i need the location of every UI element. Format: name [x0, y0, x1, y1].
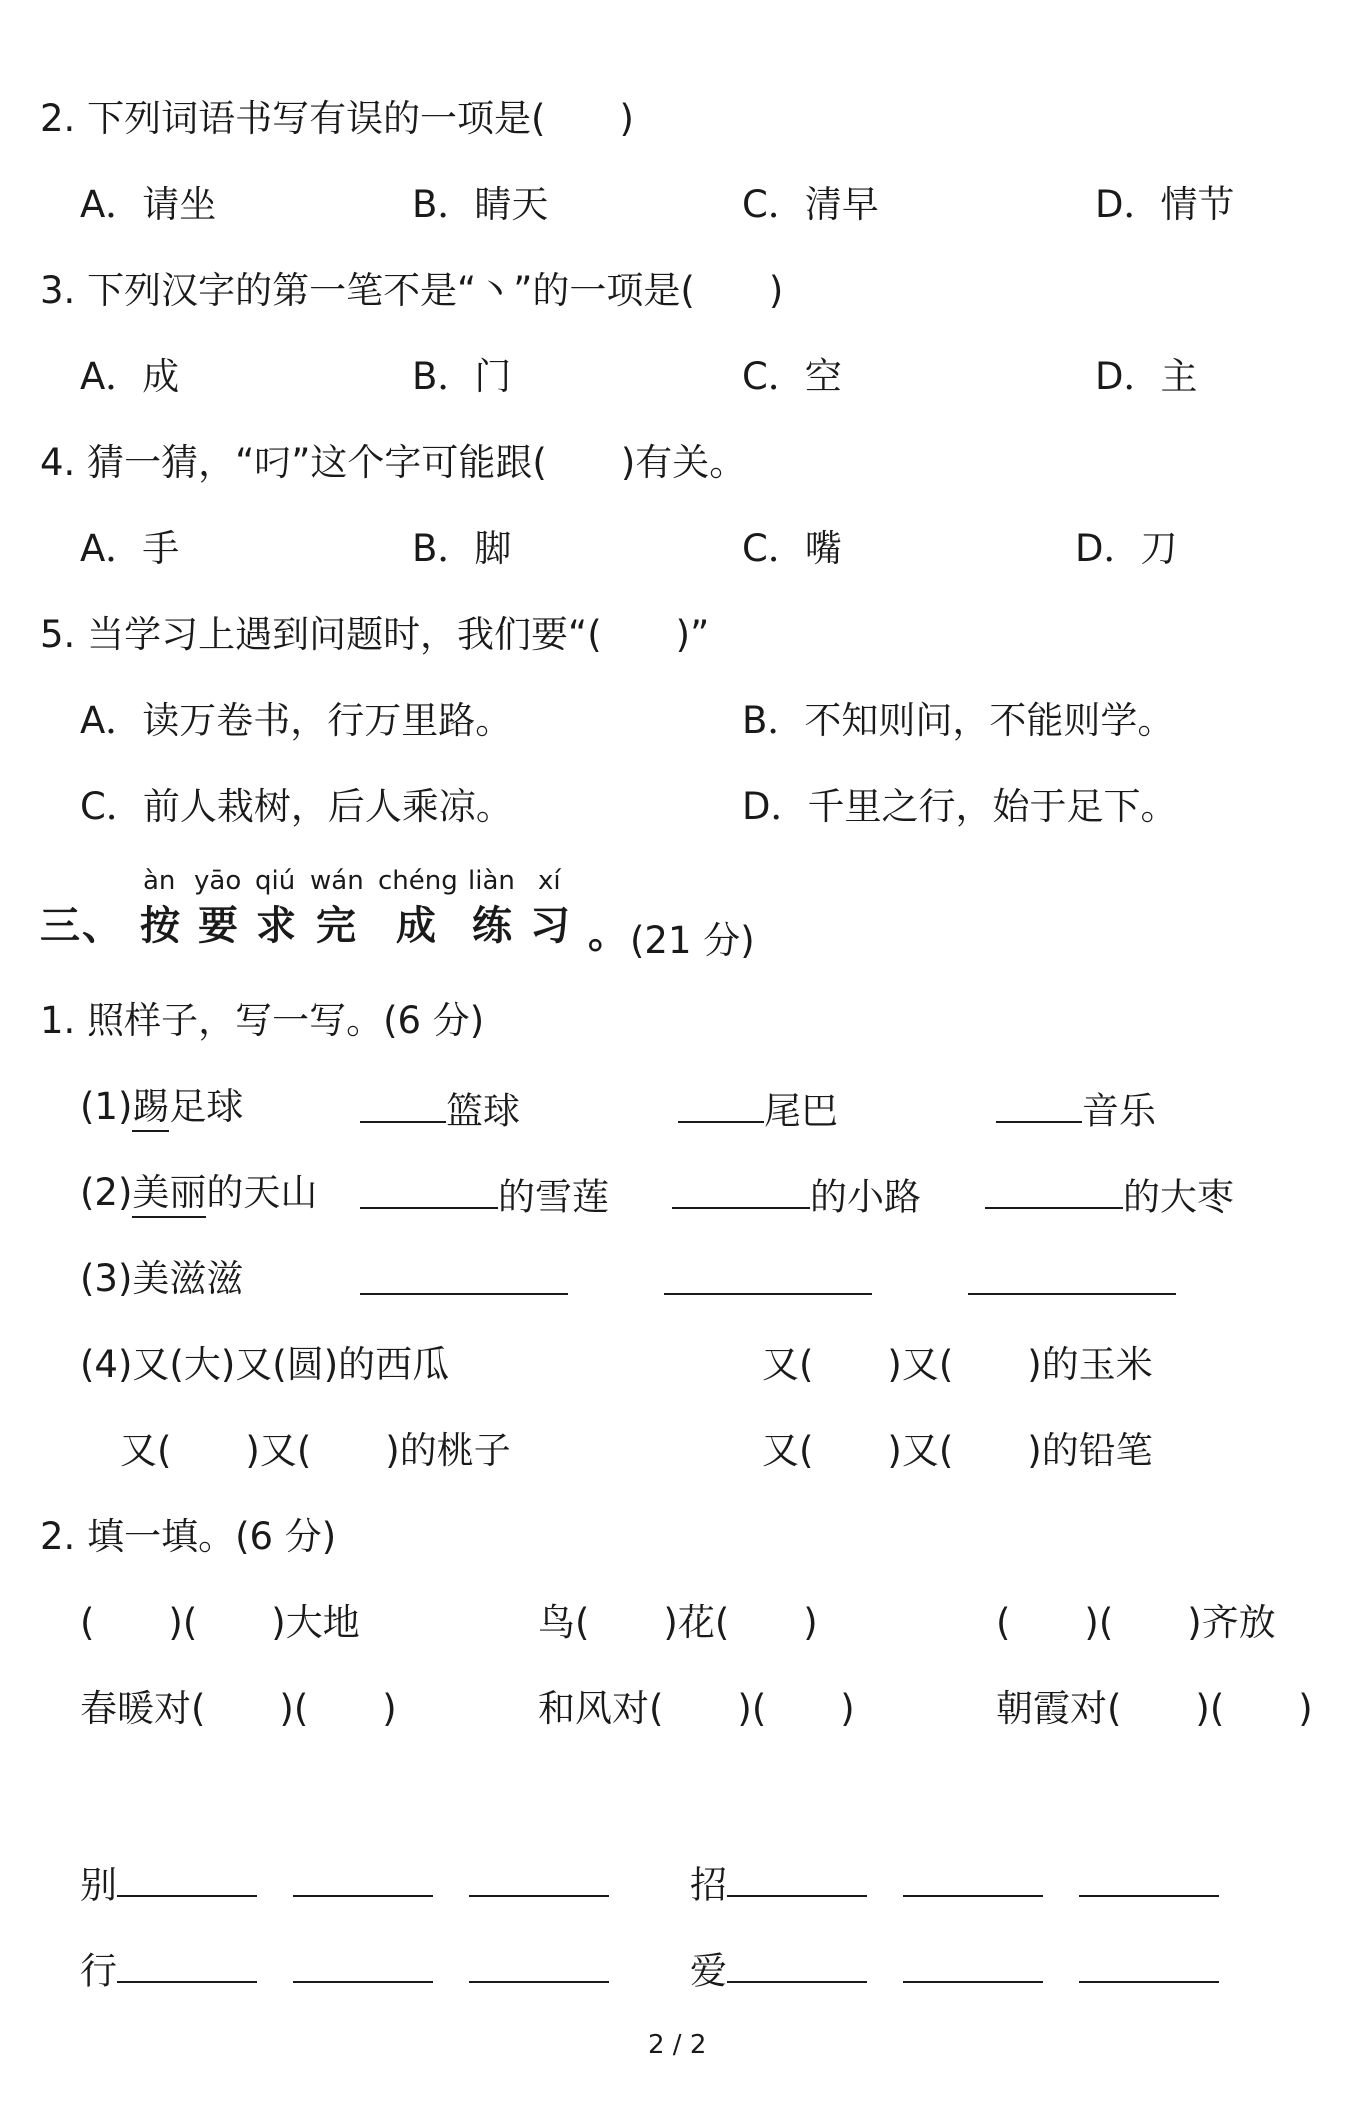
section-3-period: 。 — [588, 911, 630, 957]
s3q1-row1-underlined: 踢 — [132, 1085, 169, 1132]
s3q2-row2-item1: 春暖对( )( ) — [80, 1687, 397, 1730]
section-3-char-an: 按 — [140, 903, 182, 949]
answer-blank[interactable] — [117, 1862, 257, 1897]
s3q1-row2-item2-text: 的小路 — [810, 1175, 921, 1219]
s3q1-row1-item1 — [360, 1088, 520, 1133]
q5-option-c: C．前人栽树，后人乘凉。 — [80, 785, 513, 828]
q2-stem: 2. 下列词语书写有误的一项是( ) — [40, 97, 634, 140]
s3q1-row2-item1-text: 的雪莲 — [498, 1175, 609, 1219]
q3-option-d: D．主 — [1095, 355, 1198, 398]
q3-option-a: A．成 — [80, 355, 180, 398]
q4-option-c: C．嘴 — [742, 527, 842, 570]
s3q3-char-bie: 别 — [80, 1863, 117, 1907]
q2-option-d: D．情节 — [1095, 183, 1235, 226]
pinyin-an: àn — [143, 866, 176, 896]
section-3-score: (21 分) — [630, 919, 755, 962]
s3q2-row1-item1: ( )( )大地 — [80, 1601, 360, 1644]
s3q3-char-xing: 行 — [80, 1949, 117, 1993]
s3q3-char-zhao: 招 — [690, 1863, 727, 1907]
q5-option-b: B．不知则问，不能则学。 — [742, 699, 1175, 742]
s3q1-row1-item1-text: 篮球 — [446, 1089, 520, 1133]
section-3-char-yao: 要 — [198, 903, 240, 949]
s3q1-row2-item1 — [360, 1174, 609, 1219]
s3q1-row4-item1: 又( )又( )的玉米 — [762, 1343, 1153, 1386]
s3q1-stem: 1. 照样子，写一写。(6 分) — [40, 999, 485, 1042]
q4-stem: 4. 猜一猜，“叼”这个字可能跟( )有关。 — [40, 441, 747, 484]
s3q1-row2-label: (2) — [80, 1171, 133, 1214]
s3q1-row3-example: (3)美滋滋 — [80, 1257, 244, 1300]
s3q2-row1-item3: ( )( )齐放 — [996, 1601, 1276, 1644]
section-3-char-xi: 习 — [530, 903, 572, 949]
s3q2-stem: 2. 填一填。(6 分) — [40, 1515, 337, 1558]
q2-option-c: C．清早 — [742, 183, 879, 226]
answer-blank[interactable] — [117, 1948, 257, 1983]
section-3-char-lian: 练 — [472, 903, 514, 949]
s3q1-row1-example — [80, 1085, 244, 1128]
pinyin-cheng: chéng — [378, 866, 458, 896]
page-number: 2 / 2 — [648, 2030, 707, 2060]
s3q1-row1-rest: 足球 — [169, 1085, 244, 1128]
answer-blank[interactable] — [1079, 1862, 1219, 1897]
answer-blank[interactable] — [360, 1088, 446, 1123]
answer-blank[interactable] — [293, 1948, 433, 1983]
s3q1-row1-item3-text: 音乐 — [1082, 1089, 1156, 1133]
s3q1-row4-example: (4)又(大)又(圆)的西瓜 — [80, 1343, 450, 1386]
answer-blank[interactable] — [360, 1260, 568, 1295]
answer-blank[interactable] — [293, 1862, 433, 1897]
s3q3-row1-right — [690, 1862, 1219, 1907]
s3q1-row3-blank2[interactable] — [664, 1260, 872, 1301]
s3q1-row2-example — [80, 1171, 318, 1214]
s3q2-row1-item2: 鸟( )花( ) — [538, 1601, 818, 1644]
answer-blank[interactable] — [968, 1260, 1176, 1295]
answer-blank[interactable] — [985, 1174, 1123, 1209]
s3q1-row1-item2-text: 尾巴 — [764, 1089, 838, 1133]
answer-blank[interactable] — [1079, 1948, 1219, 1983]
q5-option-d: D．千里之行，始于足下。 — [742, 785, 1178, 828]
s3q3-row1-left — [80, 1862, 609, 1907]
q3-option-b: B．门 — [412, 355, 512, 398]
q3-option-c: C．空 — [742, 355, 842, 398]
answer-blank[interactable] — [996, 1088, 1082, 1123]
s3q3-row2-right — [690, 1948, 1219, 1993]
q5-option-a: A．读万卷书，行万里路。 — [80, 699, 513, 742]
q2-option-a: A．请坐 — [80, 183, 217, 226]
q4-option-a: A．手 — [80, 527, 180, 570]
answer-blank[interactable] — [903, 1862, 1043, 1897]
s3q1-row1-item2 — [678, 1088, 838, 1133]
pinyin-qiu: qiú — [255, 866, 296, 896]
s3q3-char-ai: 爱 — [690, 1949, 727, 1993]
pinyin-xi: xí — [538, 866, 561, 896]
s3q1-row2-underlined: 美丽 — [132, 1171, 206, 1218]
s3q1-row2-item2 — [672, 1174, 921, 1219]
s3q1-row1-item3 — [996, 1088, 1156, 1133]
section-3-char-cheng: 成 — [396, 903, 438, 949]
pinyin-lian: liàn — [468, 866, 515, 896]
s3q1-row3-blank1[interactable] — [360, 1260, 568, 1301]
answer-blank[interactable] — [469, 1948, 609, 1983]
answer-blank[interactable] — [469, 1862, 609, 1897]
q4-option-d: D．刀 — [1075, 527, 1178, 570]
section-3-char-wan: 完 — [316, 903, 358, 949]
s3q1-row2-rest: 的天山 — [206, 1171, 318, 1214]
s3q2-row2-item2: 和风对( )( ) — [538, 1687, 855, 1730]
answer-blank[interactable] — [664, 1260, 872, 1295]
s3q1-row3-blank3[interactable] — [968, 1260, 1176, 1301]
answer-blank[interactable] — [678, 1088, 764, 1123]
s3q1-row5-item2: 又( )又( )的铅笔 — [762, 1429, 1153, 1472]
s3q1-row2-item3-text: 的大枣 — [1123, 1175, 1234, 1219]
q4-option-b: B．脚 — [412, 527, 512, 570]
s3q1-row5-item1: 又( )又( )的桃子 — [120, 1429, 511, 1472]
answer-blank[interactable] — [360, 1174, 498, 1209]
s3q3-row2-left — [80, 1948, 609, 1993]
s3q1-row2-item3 — [985, 1174, 1234, 1219]
answer-blank[interactable] — [727, 1948, 867, 1983]
answer-blank[interactable] — [727, 1862, 867, 1897]
pinyin-yao: yāo — [194, 866, 242, 896]
q5-stem: 5. 当学习上遇到问题时，我们要“( )” — [40, 613, 710, 656]
q3-stem: 3. 下列汉字的第一笔不是“丶”的一项是( ) — [40, 269, 784, 312]
section-3-char-qiu: 求 — [256, 903, 298, 949]
pinyin-wan: wán — [310, 866, 364, 896]
s3q1-row1-label: (1) — [80, 1085, 133, 1128]
s3q2-row2-item3: 朝霞对( )( ) — [996, 1687, 1313, 1730]
answer-blank[interactable] — [903, 1948, 1043, 1983]
section-3-prefix: 三、 — [40, 903, 124, 949]
answer-blank[interactable] — [672, 1174, 810, 1209]
q2-option-b: B．睛天 — [412, 183, 549, 226]
